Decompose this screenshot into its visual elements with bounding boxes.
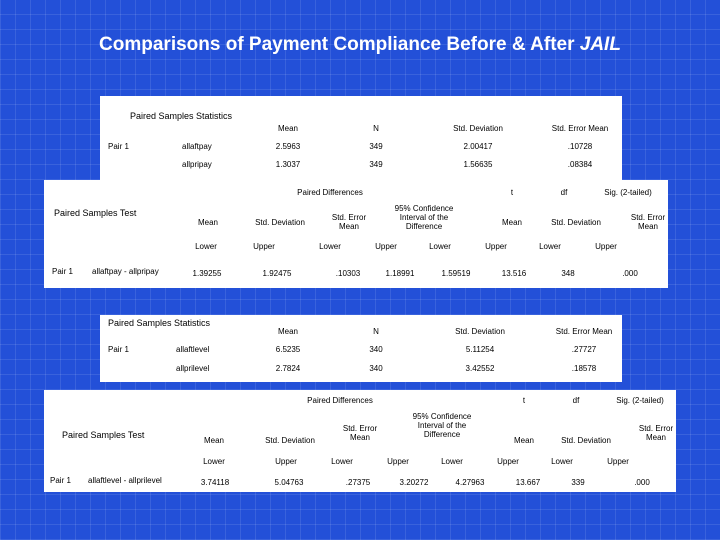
slide-title: [0, 34, 720, 56]
column-header: Std. Error Mean: [555, 327, 613, 336]
cell-ci-upper: 4.27963: [455, 478, 485, 487]
column-header: Mean: [501, 218, 523, 227]
subheader-upper: Upper: [387, 457, 409, 466]
column-header: N: [373, 124, 379, 133]
paired-differences-header: Paired Differences: [307, 396, 373, 405]
title-main: Comparisons of Payment Compliance Before & After: [99, 34, 575, 55]
cell-ci-lower: 1.18991: [385, 269, 415, 278]
cell-se: .27727: [571, 345, 597, 354]
pair-label: Pair 1: [108, 142, 129, 151]
cell-se: .10728: [567, 142, 593, 151]
test-table-pay: [44, 180, 668, 288]
cell-se: .10303: [335, 269, 361, 278]
column-header: Std. Error Mean: [331, 213, 367, 231]
subheader-lower: Lower: [331, 457, 353, 466]
column-header: 95% Confidence Interval of the Difference: [412, 412, 472, 439]
cell-mean: 3.74118: [200, 478, 230, 487]
column-header: Std. Deviation: [255, 218, 305, 227]
pair-row-label: allaftlevel - allprilevel: [88, 476, 162, 485]
table-caption: Paired Samples Statistics: [130, 111, 233, 121]
cell-se: .27375: [345, 478, 371, 487]
column-header: Std. Error Mean: [342, 424, 378, 442]
column-header: Std. Deviation: [453, 124, 503, 133]
column-header: N: [373, 327, 379, 336]
subheader-lower: Lower: [441, 457, 463, 466]
variable-name: allpripay: [182, 160, 212, 169]
column-header: Std. Error Mean: [551, 124, 609, 133]
cell-sd: 2.00417: [463, 142, 493, 151]
subheader-lower: Lower: [319, 242, 341, 251]
column-header: Mean: [197, 218, 219, 227]
cell-t: 13.516: [501, 269, 527, 278]
table-caption: Paired Samples Test: [54, 208, 137, 218]
sig-header: Sig. (2-tailed): [604, 188, 652, 197]
paired-differences-header: Paired Differences: [297, 188, 363, 197]
cell-df: 339: [571, 478, 585, 487]
pair-row-label: allaftpay - allpripay: [92, 267, 159, 276]
sig-header: Sig. (2-tailed): [616, 396, 664, 405]
cell-mean: 6.5235: [275, 345, 301, 354]
subheader-upper: Upper: [595, 242, 617, 251]
title-emphasis: JAIL: [579, 34, 621, 55]
subheader-upper: Upper: [275, 457, 297, 466]
cell-sd: 5.11254: [465, 345, 495, 354]
subheader-lower: Lower: [203, 457, 225, 466]
variable-name: allaftpay: [182, 142, 212, 151]
test-table-level: [44, 390, 676, 492]
subheader-upper: Upper: [485, 242, 507, 251]
table-caption: Paired Samples Test: [62, 430, 145, 440]
cell-mean: 1.3037: [275, 160, 301, 169]
cell-sig: .000: [622, 269, 638, 278]
subheader-lower: Lower: [429, 242, 451, 251]
cell-n: 340: [369, 364, 383, 373]
cell-n: 349: [369, 160, 383, 169]
variable-name: allprilevel: [176, 364, 210, 373]
column-header: Mean: [277, 327, 299, 336]
subheader-lower: Lower: [539, 242, 561, 251]
stats-table-level: [100, 315, 622, 382]
variable-name: allaftlevel: [176, 345, 210, 354]
cell-ci-lower: 3.20272: [399, 478, 429, 487]
cell-sig: .000: [634, 478, 650, 487]
t-header: t: [510, 188, 514, 197]
cell-ci-upper: 1.59519: [441, 269, 471, 278]
column-header: Std. Deviation: [551, 218, 601, 227]
table-caption: Paired Samples Statistics: [108, 318, 211, 328]
cell-sd: 5.04763: [274, 478, 304, 487]
cell-mean: 2.5963: [275, 142, 301, 151]
df-header: df: [572, 396, 580, 405]
column-header: Std. Deviation: [265, 436, 315, 445]
cell-sd: 1.92475: [262, 269, 292, 278]
column-header: Mean: [203, 436, 225, 445]
stats-table-pay: [100, 96, 622, 186]
column-header: Std. Deviation: [455, 327, 505, 336]
cell-n: 340: [369, 345, 383, 354]
subheader-upper: Upper: [375, 242, 397, 251]
subheader-upper: Upper: [607, 457, 629, 466]
column-header: Mean: [277, 124, 299, 133]
cell-df: 348: [561, 269, 575, 278]
cell-se: .08384: [567, 160, 593, 169]
t-header: t: [522, 396, 526, 405]
column-header: Std. Error Mean: [638, 424, 674, 442]
subheader-lower: Lower: [551, 457, 573, 466]
subheader-lower: Lower: [195, 242, 217, 251]
cell-se: .18578: [571, 364, 597, 373]
subheader-upper: Upper: [253, 242, 275, 251]
cell-sd: 1.56635: [463, 160, 493, 169]
column-header: Mean: [513, 436, 535, 445]
pair-label: Pair 1: [52, 267, 73, 276]
cell-t: 13.667: [515, 478, 541, 487]
df-header: df: [560, 188, 568, 197]
column-header: 95% Confidence Interval of the Difference: [394, 204, 454, 231]
cell-mean: 2.7824: [275, 364, 301, 373]
cell-mean: 1.39255: [192, 269, 222, 278]
pair-label: Pair 1: [108, 345, 129, 354]
column-header: Std. Error Mean: [630, 213, 666, 231]
subheader-upper: Upper: [497, 457, 519, 466]
cell-n: 349: [369, 142, 383, 151]
cell-sd: 3.42552: [465, 364, 495, 373]
column-header: Std. Deviation: [561, 436, 611, 445]
pair-label: Pair 1: [50, 476, 71, 485]
